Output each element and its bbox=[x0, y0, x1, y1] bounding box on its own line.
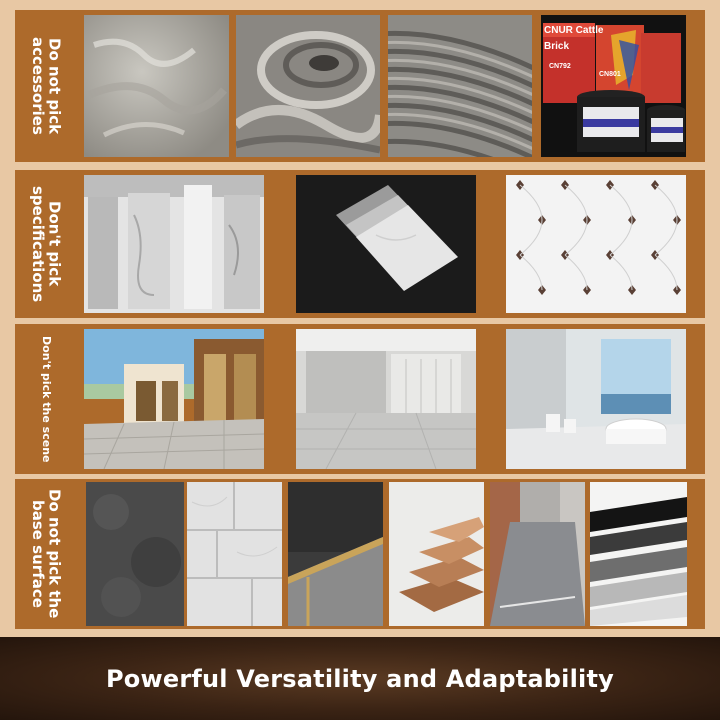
row-base-surface bbox=[15, 479, 705, 629]
stacked-tiles-image bbox=[296, 175, 476, 313]
notched-trowel-mortar-image bbox=[388, 15, 532, 157]
concrete-surface-image bbox=[86, 482, 184, 626]
row-accessories bbox=[15, 10, 705, 162]
row-label-container bbox=[15, 324, 77, 474]
wood-stairs-image bbox=[389, 482, 484, 626]
product-box-text: CNUR Cattle bbox=[544, 25, 604, 36]
row-label: Don't pick the scene bbox=[40, 335, 54, 463]
interior-hall-image bbox=[296, 329, 476, 469]
grey-floor-corridor-image bbox=[490, 482, 585, 626]
row-label-container bbox=[15, 479, 77, 629]
footer-banner bbox=[0, 637, 720, 720]
row-label-container bbox=[15, 170, 77, 318]
product-code-2: CN801 bbox=[599, 71, 621, 78]
bathroom-image bbox=[506, 329, 686, 469]
patterned-tiles-image bbox=[506, 175, 686, 313]
adhesive-products-image bbox=[541, 15, 686, 157]
mortar-swirl-image bbox=[236, 15, 380, 157]
marble-wall-tiles-image bbox=[187, 482, 282, 626]
metal-trim-image bbox=[288, 482, 383, 626]
footer-title: Powerful Versatility and Adaptability bbox=[106, 664, 614, 693]
row-label: Do not pick the base surface bbox=[29, 489, 64, 619]
product-code-1: CN792 bbox=[549, 63, 571, 70]
large-slab-tiles-image bbox=[84, 175, 264, 313]
row-scene bbox=[15, 324, 705, 474]
row-label-container bbox=[15, 10, 77, 162]
outdoor-terrace-image bbox=[84, 329, 264, 469]
product-box-subtext: Brick bbox=[544, 41, 570, 52]
mortar-texture-image bbox=[84, 15, 229, 157]
row-specifications bbox=[15, 170, 705, 318]
layered-slabs-image bbox=[590, 482, 687, 626]
row-label: Do not pick accessories bbox=[29, 37, 64, 135]
row-label: Don't pick specifications bbox=[29, 185, 64, 303]
